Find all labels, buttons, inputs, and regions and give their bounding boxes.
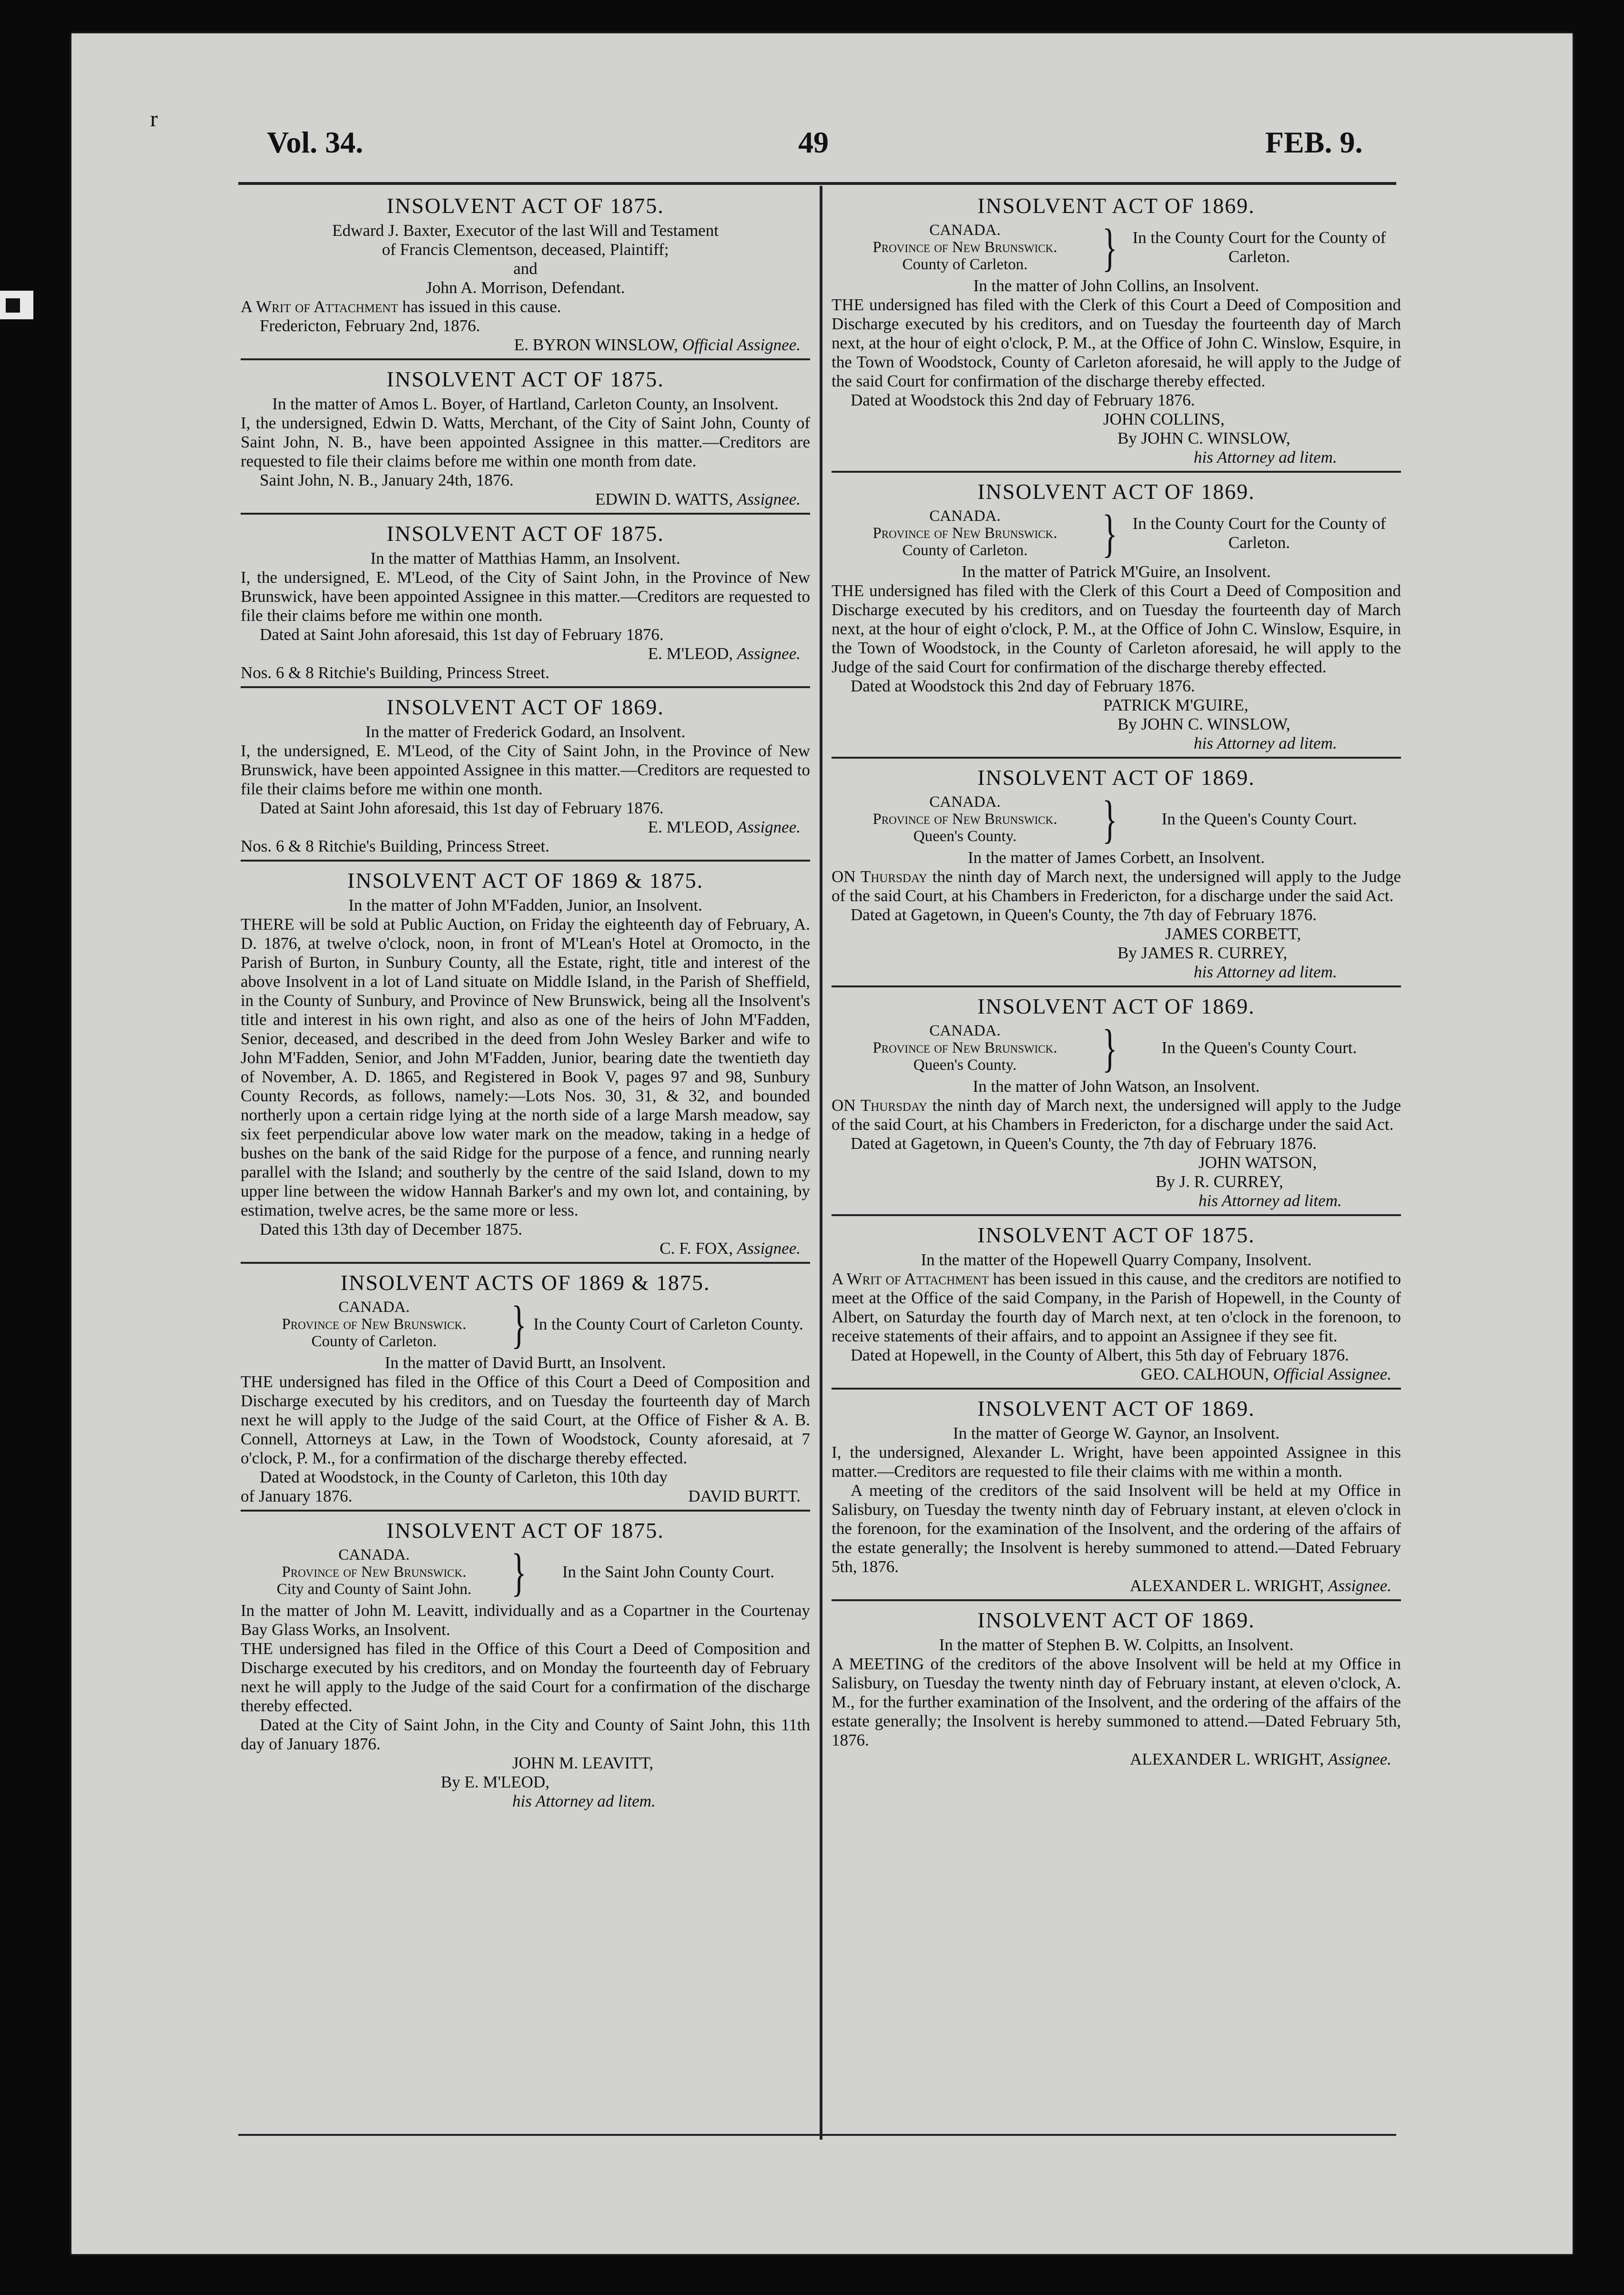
notice-watson bbox=[832, 991, 1401, 1216]
signatory-role: Assignee. bbox=[737, 1239, 801, 1258]
notice-collins bbox=[832, 191, 1401, 473]
footer-rule bbox=[238, 2134, 1396, 2136]
country-label: CANADA. bbox=[929, 508, 1001, 525]
address-line: Nos. 6 & 8 Ritchie's Building, Princess Street. bbox=[241, 663, 549, 682]
dated-line: Dated at Woodstock this 2nd day of February 1876. bbox=[851, 391, 1195, 409]
body-lead: ON Thursday bbox=[832, 1096, 927, 1115]
court-heading bbox=[832, 218, 1401, 276]
country-label: CANADA. bbox=[929, 793, 1001, 811]
court-heading bbox=[832, 790, 1401, 848]
notice-body: THE undersigned has filed in the Office of this Court a Deed of Composition and Discharge executed by his creditors, and on Monday the fourteenth day of February next he will apply to the Judge of the said Court for a confirmation of the discharge thereby effected. bbox=[241, 1639, 810, 1715]
county-label: Queen's County. bbox=[913, 1056, 1017, 1074]
matter-line: In the matter of Patrick M'Guire, an Insolvent. bbox=[962, 562, 1271, 581]
notice-body: THE undersigned has filed with the Clerk of this Court a Deed of Composition and Discharge executed by his creditors, and on Tuesday the fourteenth day of March next, at the hour of eight o'clock, P. M., at the Office of John C. Winslow, Esquire, in the Town of Woodstock, in the County of Carleton aforesaid, he will apply to the Judge of the said Court for confirmation of the discharge thereby effected. bbox=[832, 581, 1401, 676]
signatory-role: Assignee. bbox=[1328, 1750, 1391, 1768]
county-label: County of Carleton. bbox=[902, 542, 1028, 559]
signature bbox=[832, 1576, 1401, 1595]
matter-line: In the matter of the Hopewell Quarry Company, Insolvent. bbox=[921, 1250, 1312, 1269]
notice-body: A meeting of the creditors of the said Insolvent will be held at my Office in Salisbury, on Tuesday the twenty ninth day of February instant, at eleven o'clock in the forenoon, for the examination of the Insolvent, and the ordering of the affairs of the estate generally; the Insolvent is hereby summoned to attend.—Dated February 5th, 1876. bbox=[832, 1481, 1401, 1576]
signatory-role: Official Assignee. bbox=[1273, 1365, 1391, 1383]
attorney-name: E. M'LEOD, bbox=[464, 1773, 549, 1791]
signature bbox=[241, 490, 810, 509]
body-lead: A Writ of Attachment bbox=[832, 1269, 989, 1288]
province-label: Province of New Brunswick. bbox=[873, 239, 1057, 256]
body-text: the ninth day of March next, the undersigned will apply to the Judge of the said Court, at his Chambers in Fredericton, for a discharge under the said Act. bbox=[832, 1096, 1401, 1134]
dated-line: Dated at Gagetown, in Queen's County, the 7th day of February 1876. bbox=[851, 1134, 1317, 1153]
brace-glyph: } bbox=[1102, 790, 1117, 848]
dated-line: Dated at Gagetown, in Queen's County, the 7th day of February 1876. bbox=[851, 905, 1317, 924]
body-text: Writ of Attachment bbox=[256, 297, 398, 316]
court-name: In the County Court for the County of Carleton. bbox=[1132, 514, 1386, 552]
county-label: County of Carleton. bbox=[902, 256, 1028, 273]
dated-line: Dated at Saint John aforesaid, this 1st day of February 1876. bbox=[260, 799, 664, 817]
dated-line: Dated at Woodstock, in the County of Carleton, this 10th day bbox=[260, 1468, 668, 1486]
province-label: Province of New Brunswick. bbox=[282, 1564, 467, 1581]
attorney-role: his Attorney ad litem. bbox=[512, 1792, 656, 1810]
brace-glyph: } bbox=[1102, 504, 1117, 562]
county-label: County of Carleton. bbox=[311, 1333, 437, 1350]
signature bbox=[832, 1750, 1401, 1769]
notice-body bbox=[832, 867, 1401, 905]
notice-title: INSOLVENT ACT OF 1869 & 1875. bbox=[347, 868, 704, 893]
notice-body bbox=[241, 297, 810, 316]
notice-boyer bbox=[241, 364, 810, 515]
body-text: has been issued in this cause, and the creditors are notified to meet at the Office of the said Company, in the Parish of Hopewell, in the County of Albert, on Saturday the fourth day of March next, at ten o'clock in the forenoon, to receive statements of their affairs, and to appoint an Assignee if they see fit. bbox=[832, 1269, 1401, 1345]
matter-line: In the matter of Matthias Hamm, an Insolvent. bbox=[370, 549, 680, 568]
brace-glyph: } bbox=[1102, 1019, 1117, 1077]
notice-baxter bbox=[241, 191, 810, 360]
signatory: JOHN M. LEAVITT, bbox=[512, 1754, 654, 1772]
signatory-role: Official Assignee. bbox=[682, 335, 801, 354]
signatory: E. M'LEOD, bbox=[648, 644, 733, 663]
body-text: the ninth day of March next, the undersigned will apply to the Judge of the said Court, at his Chambers in Fredericton, for a discharge under the said Act. bbox=[832, 867, 1401, 905]
jurisdiction bbox=[832, 1022, 1098, 1074]
court-heading bbox=[832, 504, 1401, 562]
country-label: CANADA. bbox=[929, 222, 1001, 239]
attorney-name: JOHN C. WINSLOW, bbox=[1141, 715, 1290, 733]
by-label: By bbox=[441, 1773, 460, 1791]
page-number: 49 bbox=[798, 125, 829, 159]
pencil-mark: r bbox=[150, 106, 158, 132]
attorney-role: his Attorney ad litem. bbox=[1194, 734, 1337, 752]
court-name: In the Queen's County Court. bbox=[1161, 1038, 1357, 1057]
jurisdiction bbox=[832, 508, 1098, 559]
notice-body: THE undersigned has filed with the Clerk of this Court a Deed of Composition and Discharge executed by his creditors, and on Tuesday the fourteenth day of March next, at the hour of eight o'clock, P. M., at the Office of John C. Winslow, Esquire, in the Town of Woodstock, County of Carleton aforesaid, he will apply to the Judge of the said Court for confirmation of the discharge thereby effected. bbox=[832, 295, 1401, 390]
matter-line: In the matter of James Corbett, an Insolvent. bbox=[967, 848, 1265, 867]
notice-title: INSOLVENT ACT OF 1869. bbox=[977, 1608, 1255, 1632]
province-label: Province of New Brunswick. bbox=[873, 811, 1057, 828]
signatory: JOHN COLLINS, bbox=[1103, 410, 1225, 428]
right-column bbox=[832, 191, 1401, 1777]
dated-line: Dated this 13th day of December 1875. bbox=[260, 1220, 523, 1239]
notice-burtt bbox=[241, 1268, 810, 1512]
notice-gaynor bbox=[832, 1393, 1401, 1601]
notice-godard bbox=[241, 692, 810, 862]
dated-line: of January 1876. bbox=[241, 1487, 353, 1505]
signatory: ALEXANDER L. WRIGHT, bbox=[1130, 1750, 1324, 1768]
signatory: DAVID BURTT. bbox=[688, 1487, 801, 1505]
column-divider bbox=[820, 186, 822, 2140]
signatory: E. BYRON WINSLOW, bbox=[514, 335, 679, 354]
matter-line: In the matter of Frederick Godard, an Insolvent. bbox=[365, 722, 686, 741]
jurisdiction bbox=[832, 793, 1098, 845]
signature bbox=[241, 335, 810, 355]
signature bbox=[241, 818, 810, 837]
country-label: CANADA. bbox=[338, 1546, 410, 1564]
signatory-role: Assignee. bbox=[737, 644, 801, 663]
notice-mguire bbox=[832, 477, 1401, 759]
left-column bbox=[241, 191, 810, 1818]
notice-mfadden bbox=[241, 865, 810, 1264]
notice-title: INSOLVENT ACT OF 1869. bbox=[977, 193, 1255, 218]
matter-line: In the matter of John M'Fadden, Junior, an Insolvent. bbox=[348, 896, 702, 914]
body-lead: ON Thursday bbox=[832, 867, 927, 886]
place-date: Saint John, N. B., January 24th, 1876. bbox=[260, 471, 514, 489]
notice-body: I, the undersigned, Alexander L. Wright, have been appointed Assignee in this matter.—Creditors are requested to file their claims with me within a month. bbox=[832, 1443, 1401, 1481]
matter-line: In the matter of John Collins, an Insolvent. bbox=[973, 276, 1259, 295]
signatory-role: Assignee. bbox=[1328, 1576, 1391, 1595]
signatory: EDWIN D. WATTS, bbox=[595, 490, 733, 508]
court-name: In the Saint John County Court. bbox=[562, 1563, 775, 1581]
county-label: Queen's County. bbox=[913, 828, 1017, 845]
attorney-line bbox=[241, 1773, 810, 1792]
attorney-role: his Attorney ad litem. bbox=[1198, 1191, 1342, 1210]
signatory: C. F. FOX, bbox=[660, 1239, 733, 1258]
dated-line: Dated at Saint John aforesaid, this 1st day of February 1876. bbox=[260, 625, 664, 644]
dated-line: Dated at the City of Saint John, in the City and County of Saint John, this 11th day of January 1876. bbox=[241, 1716, 810, 1753]
attorney-name: J. R. CURREY, bbox=[1179, 1172, 1283, 1191]
notice-body: A MEETING of the creditors of the above Insolvent will be held at my Office in Salisbury, on Tuesday the twenty ninth day of February instant, at eleven o'clock, A. M., for the further examination of the Insolvent, and the ordering of the affairs of the estate generally; the Insolvent is hereby summoned to attend.—Dated February 5th, 1876. bbox=[832, 1655, 1401, 1749]
signatory: ALEXANDER L. WRIGHT, bbox=[1130, 1576, 1324, 1595]
notice-title: INSOLVENT ACT OF 1869. bbox=[386, 695, 664, 719]
notice-title: INSOLVENT ACT OF 1869. bbox=[977, 994, 1255, 1018]
parties-line: and bbox=[513, 259, 538, 278]
volume-number: Vol. 34. bbox=[267, 125, 364, 159]
court-name: In the County Court for the County of Carleton. bbox=[1132, 228, 1386, 266]
by-label: By bbox=[1117, 715, 1137, 733]
county-label: City and County of Saint John. bbox=[276, 1581, 472, 1598]
notice-title: INSOLVENT ACT OF 1875. bbox=[977, 1223, 1255, 1247]
province-label: Province of New Brunswick. bbox=[873, 1039, 1057, 1056]
court-name: In the County Court of Carleton County. bbox=[533, 1315, 803, 1333]
body-text: has issued in this cause. bbox=[398, 297, 561, 316]
header-rule bbox=[238, 182, 1396, 185]
attorney-role: his Attorney ad litem. bbox=[1194, 448, 1337, 467]
country-label: CANADA. bbox=[338, 1299, 410, 1316]
jurisdiction bbox=[241, 1546, 508, 1598]
notice-body: I, the undersigned, E. M'Leod, of the City of Saint John, in the Province of New Brunswick, have been appointed Assignee in this matter.—Creditors are requested to file their claims before me within one month. bbox=[241, 568, 810, 625]
dated-line: Dated at Woodstock this 2nd day of February 1876. bbox=[851, 677, 1195, 695]
jurisdiction bbox=[241, 1299, 508, 1350]
notice-hamm bbox=[241, 518, 810, 688]
notice-body: I, the undersigned, E. M'Leod, of the City of Saint John, in the Province of New Brunswick, have been appointed Assignee in this matter.—Creditors are requested to file their claims before me within one month. bbox=[241, 741, 810, 798]
notice-body: THE undersigned has filed in the Office of this Court a Deed of Composition and Discharge executed by his creditors, and on Tuesday the fourteenth day of March next he will apply to the Judge of the said Court, at the Office of Fisher & A. B. Connell, Attorneys at Law, in the Town of Woodstock, County aforesaid, at 7 o'clock, P. M., for a confirmation of the discharge thereby effected. bbox=[241, 1372, 810, 1467]
notice-colpitts bbox=[832, 1605, 1401, 1773]
dated-line: Dated at Hopewell, in the County of Albert, this 5th day of February 1876. bbox=[851, 1346, 1349, 1364]
matter-line: In the matter of David Burtt, an Insolvent. bbox=[385, 1353, 666, 1372]
attorney-line bbox=[832, 1172, 1401, 1191]
attorney-name: JOHN C. WINSLOW, bbox=[1141, 429, 1290, 447]
notice-title: INSOLVENT ACT OF 1869. bbox=[977, 765, 1255, 790]
parties-line: John A. Morrison, Defendant. bbox=[426, 278, 625, 297]
signature bbox=[832, 1365, 1401, 1384]
notice-corbett bbox=[832, 762, 1401, 987]
province-label: Province of New Brunswick. bbox=[873, 525, 1057, 542]
signature bbox=[241, 1239, 810, 1258]
signatory: E. M'LEOD, bbox=[648, 818, 733, 836]
matter-line: In the matter of John Watson, an Insolvent. bbox=[973, 1077, 1260, 1096]
by-label: By bbox=[1117, 944, 1137, 962]
court-heading bbox=[241, 1295, 810, 1353]
notice-body: I, the undersigned, Edwin D. Watts, Merchant, of the City of Saint John, County of Saint John, N. B., have been appointed Assignee in this matter.—Creditors are requested to file their claims before me within one month from date. bbox=[241, 414, 810, 470]
jurisdiction bbox=[832, 222, 1098, 273]
notice-title: INSOLVENT ACT OF 1869. bbox=[977, 1396, 1255, 1421]
matter-line: In the matter of Stephen B. W. Colpitts, an Insolvent. bbox=[939, 1635, 1294, 1654]
attorney-line bbox=[832, 429, 1401, 448]
place-date: Fredericton, February 2nd, 1876. bbox=[260, 316, 480, 335]
matter-line: In the matter of Amos L. Boyer, of Hartland, Carleton County, an Insolvent. bbox=[272, 395, 779, 413]
brace-glyph: } bbox=[511, 1543, 527, 1601]
address-line: Nos. 6 & 8 Ritchie's Building, Princess Street. bbox=[241, 837, 549, 855]
matter-line: In the matter of John M. Leavitt, individually and as a Copartner in the Courtenay Bay Glass Works, an Insolvent. bbox=[241, 1601, 810, 1639]
notice-title: INSOLVENT ACT OF 1875. bbox=[386, 1518, 664, 1543]
by-label: By bbox=[1156, 1172, 1175, 1191]
notice-leavitt bbox=[241, 1515, 810, 1815]
attorney-line bbox=[832, 944, 1401, 963]
notice-body bbox=[832, 1269, 1401, 1346]
issue-date: FEB. 9. bbox=[1265, 125, 1363, 159]
province-label: Province of New Brunswick. bbox=[282, 1316, 467, 1333]
by-label: By bbox=[1117, 429, 1137, 447]
signatory-role: Assignee. bbox=[737, 490, 801, 508]
signatory-role: Assignee. bbox=[737, 818, 801, 836]
scan-edge-block bbox=[6, 298, 20, 313]
signature bbox=[241, 644, 810, 663]
body-text: A bbox=[241, 297, 256, 316]
notice-body bbox=[832, 1096, 1401, 1134]
notice-hopewell bbox=[832, 1220, 1401, 1390]
brace-glyph: } bbox=[511, 1295, 527, 1353]
notice-title: INSOLVENT ACTS OF 1869 & 1875. bbox=[340, 1270, 710, 1295]
notice-title: INSOLVENT ACT OF 1875. bbox=[386, 521, 664, 546]
notice-title: INSOLVENT ACT OF 1875. bbox=[386, 193, 664, 218]
court-name: In the Queen's County Court. bbox=[1161, 810, 1357, 828]
notice-body: THERE will be sold at Public Auction, on Friday the eighteenth day of February, A. D. 1876, at twelve o'clock, noon, in front of M'Lean's Hotel at Oromocto, in the Parish of Burton, in Sunbury County, all the Estate, right, title and interest of the above Insolvent in a lot of Land situate on Middle Island, in the Parish of Sheffield, in the County of Sunbury, and Province of New Brunswick, being all the Insolvent's title and interest in his own right, and also as one of the heirs of John M'Fadden, Senior, deceased, and described in the deed from John Wesley Barker and wife to John M'Fadden, Senior, and John M'Fadden, Junior, bearing date the twentieth day of November, A. D. 1865, and Registered in Book V, pages 97 and 98, Sunbury County Records, as follows, namely:—Lots Nos. 30, 31, & 32, and bounded northerly upon a certain ridge lying at the north side of a large Marsh meadow, say six feet perpendicular above low water mark on the meadow, taking in a hedge of bushes on the bank of the said Ridge for the purpose of a fence, and running nearly parallel with the Island; and southerly by the centre of the said Island, down to my upper line between the widow Hannah Barker's and my own lot, and containing, by estimation, twelve acres, be the same more or less. bbox=[241, 915, 810, 1219]
matter-line: In the matter of George W. Gaynor, an Insolvent. bbox=[953, 1424, 1280, 1442]
signatory: JAMES CORBETT, bbox=[1165, 924, 1301, 943]
parties-line: Edward J. Baxter, Executor of the last Will and Testament bbox=[332, 221, 719, 240]
signatory: JOHN WATSON, bbox=[1198, 1153, 1317, 1172]
court-heading bbox=[241, 1543, 810, 1601]
signatory: PATRICK M'GUIRE, bbox=[1103, 696, 1248, 714]
attorney-role: his Attorney ad litem. bbox=[1194, 963, 1337, 981]
court-heading bbox=[832, 1019, 1401, 1077]
brace-glyph: } bbox=[1102, 218, 1117, 276]
notice-title: INSOLVENT ACT OF 1875. bbox=[386, 367, 664, 391]
parties-line: of Francis Clementson, deceased, Plaintiff; bbox=[382, 240, 669, 259]
signatory: GEO. CALHOUN, bbox=[1140, 1365, 1269, 1383]
attorney-line bbox=[832, 715, 1401, 734]
attorney-name: JAMES R. CURREY, bbox=[1141, 944, 1288, 962]
notice-title: INSOLVENT ACT OF 1869. bbox=[977, 479, 1255, 504]
dated-signature-row bbox=[241, 1487, 810, 1506]
country-label: CANADA. bbox=[929, 1022, 1001, 1039]
